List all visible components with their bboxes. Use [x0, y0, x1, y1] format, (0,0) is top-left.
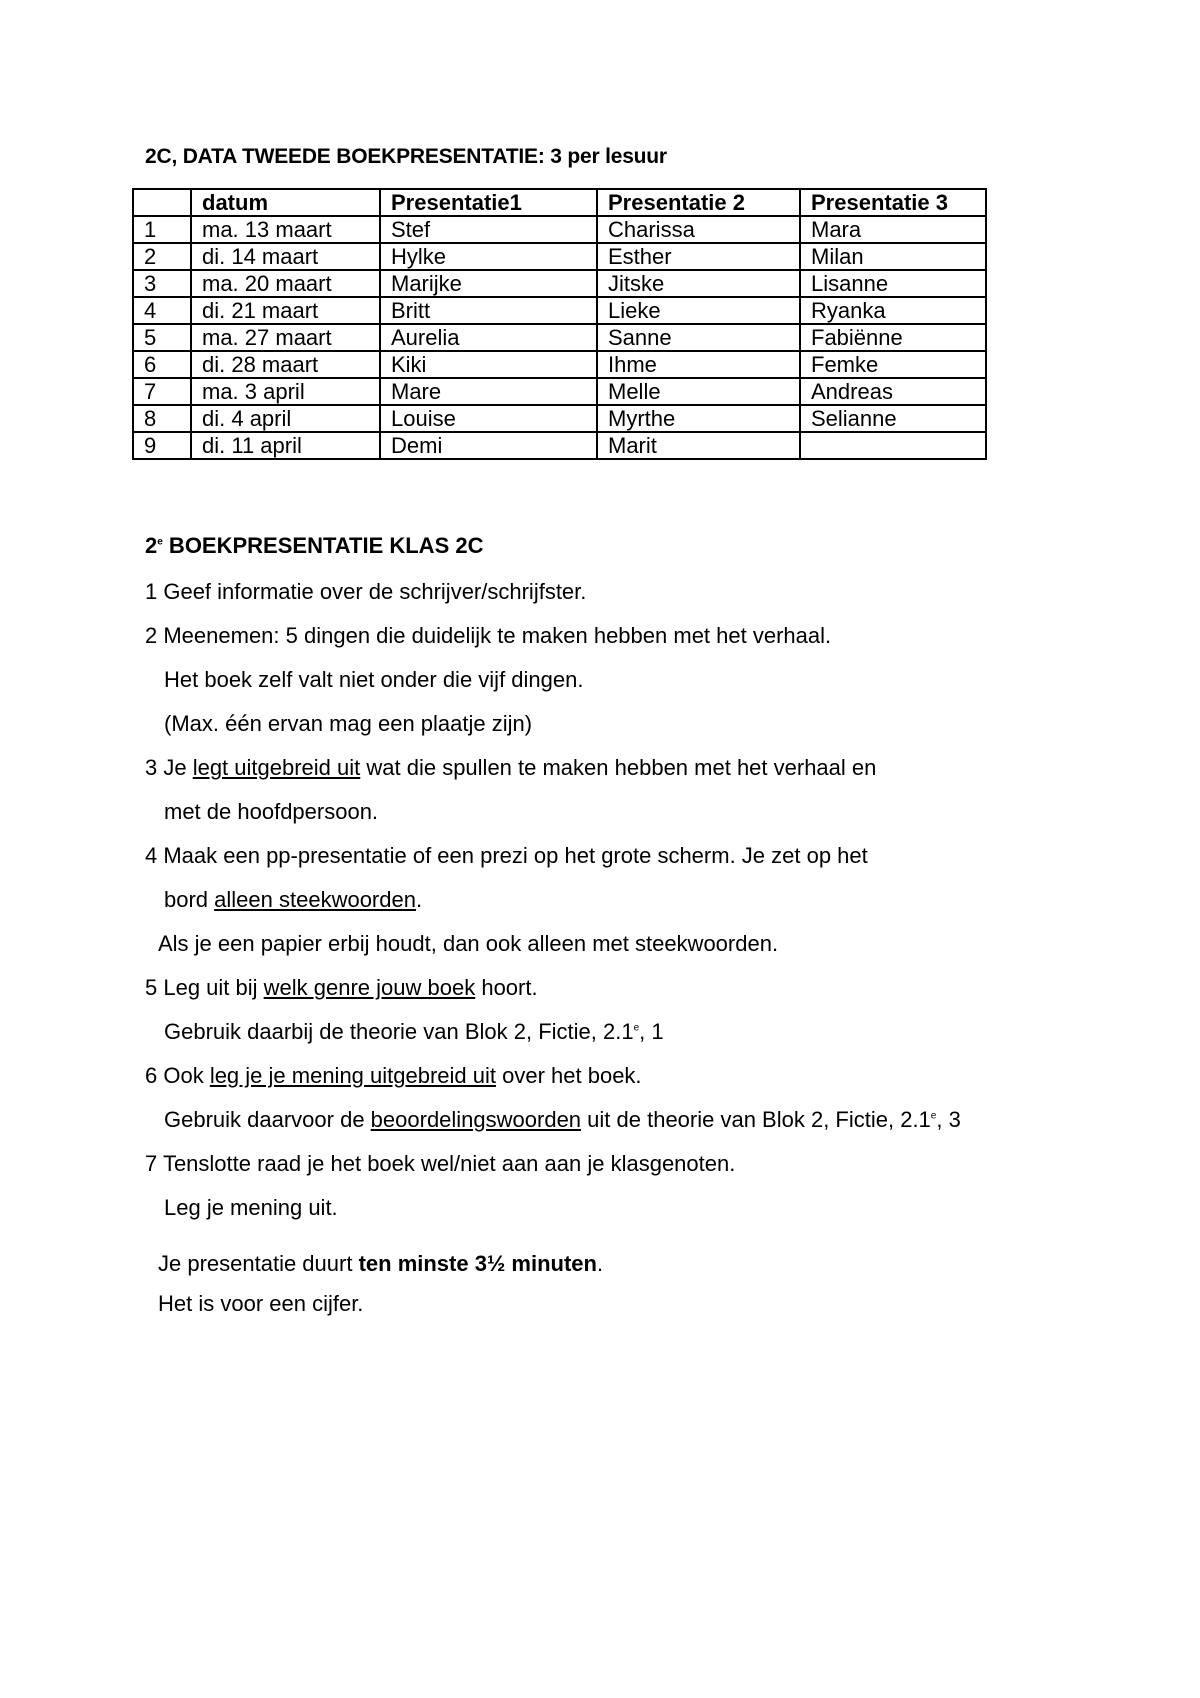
table-row [133, 297, 986, 324]
table-row [133, 270, 986, 297]
instruction-2-note: (Max. één ervan mag een plaatje zijn) [164, 711, 533, 736]
row-presenter-3 [800, 432, 986, 459]
row-presenter-2: Esther [597, 243, 800, 270]
row-date: ma. 27 maart [191, 324, 380, 351]
row-number: 1 [133, 216, 191, 243]
instruction-3-text: 3 Je [145, 755, 193, 780]
instruction-4: 4 Maak een pp-presentatie of een prezi op het grote scherm. Je zet op het [145, 843, 868, 868]
row-presenter-1: Aurelia [380, 324, 597, 351]
row-presenter-1: Louise [380, 405, 597, 432]
row-presenter-2: Melle [597, 378, 800, 405]
instruction-6-reference: uit de theorie van Blok 2, Fictie, 2.1 [581, 1107, 931, 1132]
row-presenter-3: Lisanne [800, 270, 986, 297]
instruction-5-text-end: hoort. [475, 975, 538, 1000]
instruction-6-continued [145, 1098, 961, 1142]
row-presenter-2: Sanne [597, 324, 800, 351]
section-heading [145, 532, 961, 560]
duration-line [145, 1250, 961, 1278]
header-presentatie-2: Presentatie 2 [597, 189, 800, 216]
instruction-6-text-2: Gebruik daarvoor de [164, 1107, 371, 1132]
instruction-5-reference-end: , 1 [639, 1019, 664, 1044]
row-presenter-1: Demi [380, 432, 597, 459]
duration-text: Je presentatie duurt [158, 1251, 359, 1276]
table-row [133, 324, 986, 351]
row-presenter-3: Ryanka [800, 297, 986, 324]
instruction-4-text-end: . [415, 887, 423, 912]
instruction-5-superscript: e [633, 1022, 640, 1034]
heading-superscript: e [157, 536, 163, 548]
row-date: di. 28 maart [191, 351, 380, 378]
heading-text: BOEKPRESENTATIE KLAS 2C [162, 533, 484, 558]
row-number: 2 [133, 243, 191, 270]
row-number: 7 [133, 378, 191, 405]
row-number: 4 [133, 297, 191, 324]
row-presenter-2: Charissa [597, 216, 800, 243]
instruction-5-text: 5 Leg uit bij [145, 975, 264, 1000]
row-presenter-3: Femke [800, 351, 986, 378]
instruction-3-text-end: wat die spullen te maken hebben met het verhaal en [360, 755, 877, 780]
row-presenter-2: Ihme [597, 351, 800, 378]
instruction-3 [145, 746, 961, 790]
row-number: 8 [133, 405, 191, 432]
row-number: 6 [133, 351, 191, 378]
instruction-7: 7 Tenslotte raad je het boek wel/niet aan aan je klasgenoten. [145, 1151, 736, 1176]
duration-text-end: . [596, 1251, 604, 1276]
row-presenter-1: Hylke [380, 243, 597, 270]
instruction-3-underlined: legt uitgebreid uit [192, 755, 361, 780]
instruction-4-continued [145, 878, 961, 922]
instruction-4-underlined: alleen steekwoorden [214, 887, 416, 912]
instruction-6-superscript: e [930, 1110, 937, 1122]
instruction-5-underlined: welk genre jouw boek [263, 975, 476, 1000]
instruction-2: 2 Meenemen: 5 dingen die duidelijk te maken hebben met het verhaal. [145, 623, 832, 648]
row-date: di. 21 maart [191, 297, 380, 324]
header-presentatie-1: Presentatie1 [380, 189, 597, 216]
row-presenter-2: Myrthe [597, 405, 800, 432]
instruction-6-text: 6 Ook [145, 1063, 210, 1088]
instruction-6 [145, 1054, 961, 1098]
row-date: di. 14 maart [191, 243, 380, 270]
instruction-2-continued: Het boek zelf valt niet onder die vijf dingen. [164, 667, 584, 692]
row-date: ma. 13 maart [191, 216, 380, 243]
instruction-5-continued [145, 1010, 961, 1054]
row-presenter-3: Milan [800, 243, 986, 270]
row-presenter-2: Marit [597, 432, 800, 459]
row-date: ma. 20 maart [191, 270, 380, 297]
instruction-4-note: Als je een papier erbij houdt, dan ook alleen met steekwoorden. [158, 931, 779, 956]
table-row [133, 351, 986, 378]
row-presenter-1: Kiki [380, 351, 597, 378]
row-presenter-3: Fabiënne [800, 324, 986, 351]
row-number: 9 [133, 432, 191, 459]
header-presentatie-3: Presentatie 3 [800, 189, 986, 216]
spacer [145, 1230, 961, 1250]
row-presenter-2: Lieke [597, 297, 800, 324]
duration-bold: ten minste 3½ minuten [358, 1251, 597, 1276]
row-presenter-1: Marijke [380, 270, 597, 297]
instruction-4-text: bord [164, 887, 215, 912]
header-number [133, 189, 191, 216]
row-date: di. 11 april [191, 432, 380, 459]
table-row [133, 216, 986, 243]
presentation-schedule-table [132, 188, 987, 460]
table-row [133, 432, 986, 459]
row-date: di. 4 april [191, 405, 380, 432]
instruction-6-underlined-2: beoordelingswoorden [370, 1107, 582, 1132]
instruction-5-reference: Gebruik daarbij de theorie van Blok 2, Fictie, 2.1 [164, 1019, 634, 1044]
instruction-6-text-end: over het boek. [496, 1063, 642, 1088]
row-presenter-3: Mara [800, 216, 986, 243]
instruction-1: 1 Geef informatie over de schrijver/schrijfster. [145, 579, 587, 604]
instruction-6-reference-end: , 3 [936, 1107, 961, 1132]
row-presenter-1: Britt [380, 297, 597, 324]
row-date: ma. 3 april [191, 378, 380, 405]
instruction-3-continued: met de hoofdpersoon. [164, 799, 379, 824]
row-presenter-3: Andreas [800, 378, 986, 405]
row-presenter-1: Stef [380, 216, 597, 243]
row-presenter-1: Mare [380, 378, 597, 405]
instruction-6-underlined: leg je je mening uitgebreid uit [209, 1063, 496, 1088]
heading-number: 2 [145, 533, 158, 558]
table-row [133, 378, 986, 405]
document-title: 2C, DATA TWEEDE BOEKPRESENTATIE: 3 per lesuur [145, 145, 667, 168]
row-number: 5 [133, 324, 191, 351]
instructions-section [145, 532, 961, 1330]
row-presenter-3: Selianne [800, 405, 986, 432]
table-row [133, 243, 986, 270]
row-presenter-2: Jitske [597, 270, 800, 297]
header-datum: datum [191, 189, 380, 216]
row-number: 3 [133, 270, 191, 297]
table-row [133, 405, 986, 432]
table-header-row [133, 189, 986, 216]
grade-line: Het is voor een cijfer. [158, 1291, 364, 1316]
instruction-5 [145, 966, 961, 1010]
instruction-7-continued: Leg je mening uit. [164, 1195, 338, 1220]
